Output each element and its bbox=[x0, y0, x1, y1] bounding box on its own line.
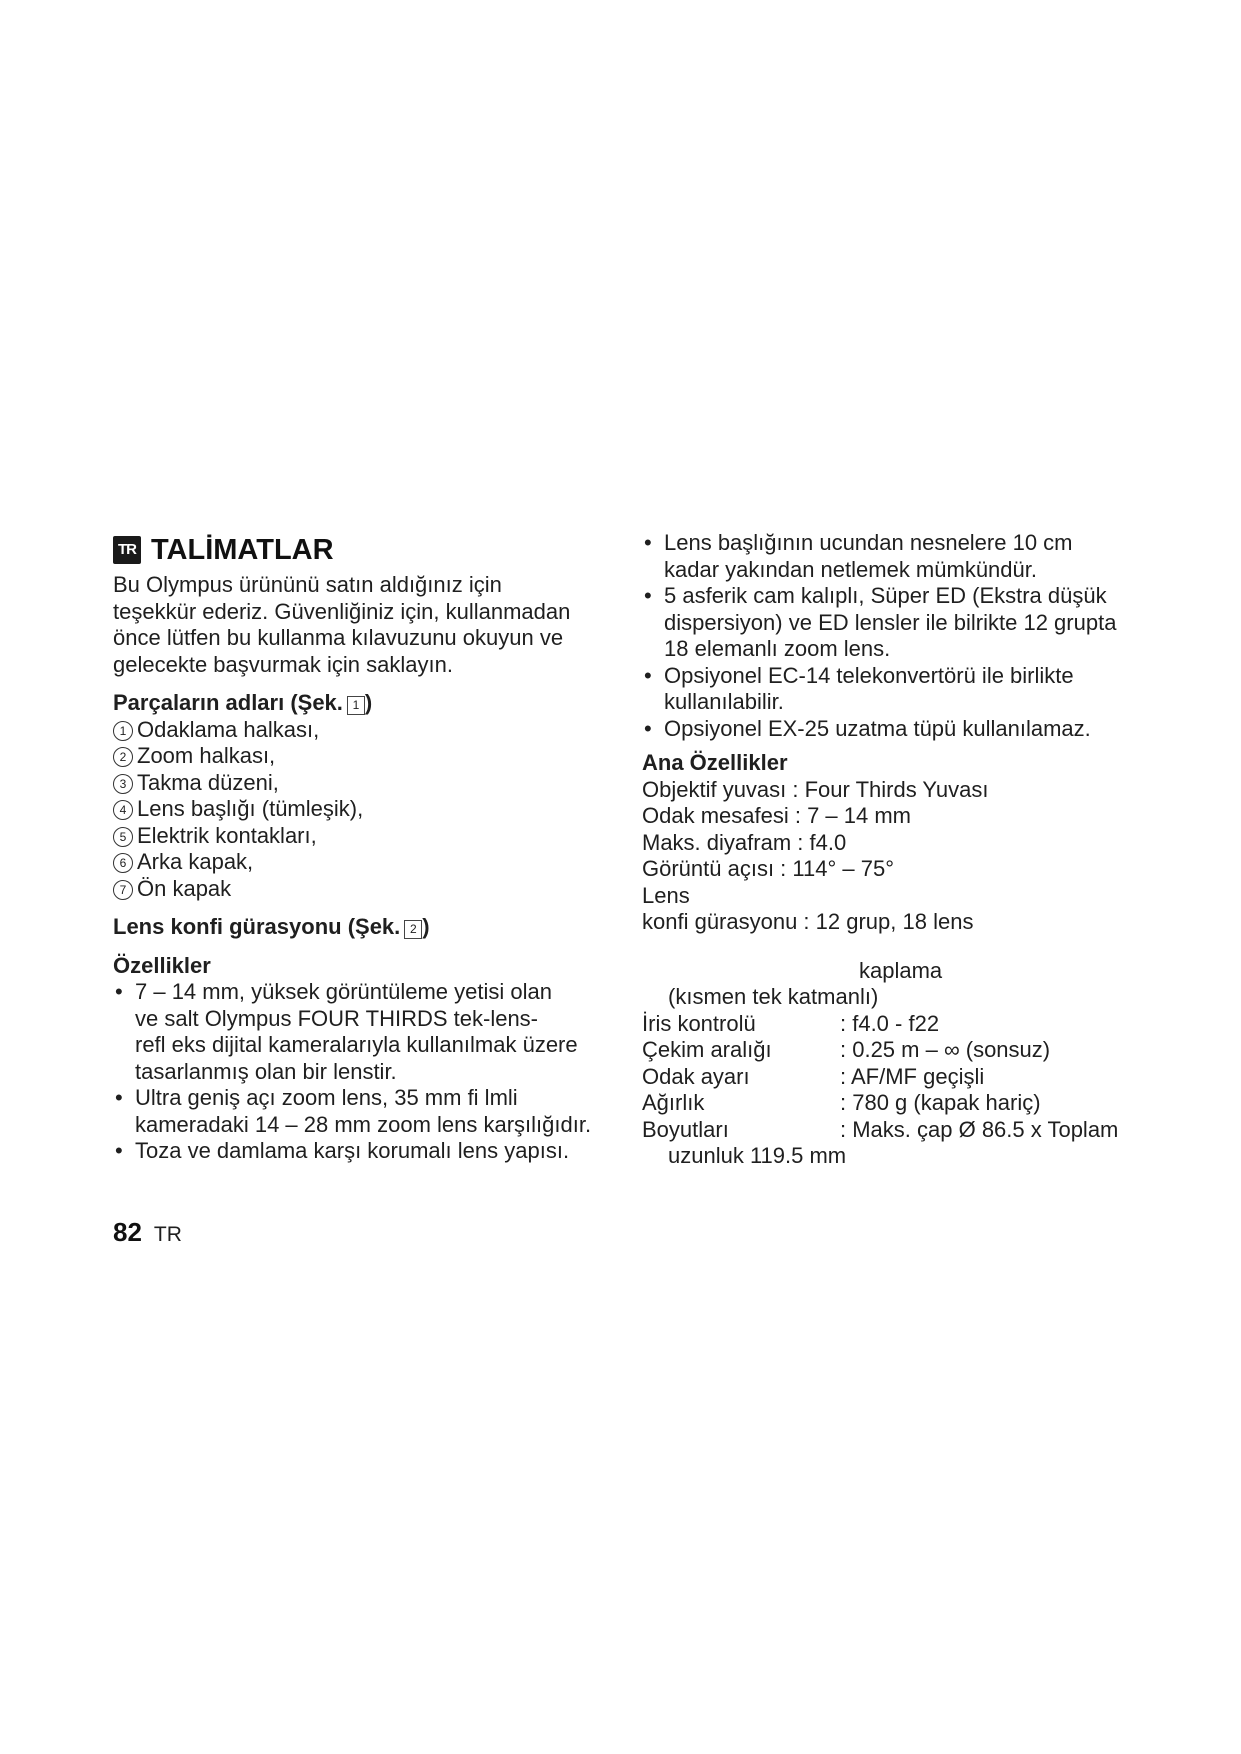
circled-number: 7 bbox=[113, 880, 133, 900]
intro-line: önce lütfen bu kullanma kılavuzunu okuyun ve bbox=[113, 625, 564, 650]
right-column bbox=[642, 530, 1142, 1170]
page-number: 82 bbox=[113, 1217, 142, 1247]
intro-line: teşekkür ederiz. Güvenliğiniz için, kullanmadan bbox=[113, 598, 571, 624]
list-item bbox=[642, 716, 1142, 743]
circled-number: 6 bbox=[113, 853, 133, 873]
part-name: Arka kapak, bbox=[137, 849, 254, 874]
spec-label: Boyutları bbox=[642, 1116, 729, 1142]
spec-row bbox=[642, 1117, 1142, 1144]
circled-number: 5 bbox=[113, 827, 133, 847]
page-language: TR bbox=[153, 1223, 182, 1246]
section-title bbox=[113, 530, 618, 570]
coating-label: kaplama bbox=[859, 957, 943, 983]
coating-note: (kısmen tek katmanlı) bbox=[668, 984, 879, 1009]
page-footer bbox=[113, 1219, 182, 1249]
list-item bbox=[642, 530, 1142, 583]
list-item bbox=[113, 717, 618, 744]
list-item bbox=[113, 979, 618, 1085]
part-name: Elektrik kontakları, bbox=[137, 822, 317, 848]
list-item bbox=[113, 1138, 618, 1165]
parts-heading-close: ) bbox=[364, 690, 373, 715]
specs-list-b bbox=[642, 1011, 1142, 1144]
spec-row bbox=[642, 1011, 1142, 1038]
config-heading bbox=[113, 914, 618, 941]
feature-line: refl eks dijital kameralarıyla kullanılmak üzere bbox=[135, 1032, 578, 1057]
figure-ref-1: 1 bbox=[347, 696, 365, 715]
bullet-line: kadar yakından netlemek mümkündür. bbox=[664, 556, 1037, 582]
config-heading-close: ) bbox=[422, 914, 430, 939]
bullet-line: dispersiyon) ve ED lensler ile bilrikte 12 grupta bbox=[664, 609, 1117, 635]
feature-line: kameradaki 14 – 28 mm zoom lens karşılığıdır. bbox=[135, 1111, 592, 1137]
spec-value: : 780 g (kapak hariç) bbox=[840, 1090, 1041, 1115]
part-name: Lens başlığı (tümleşik), bbox=[137, 796, 364, 821]
spec-label: Ağırlık bbox=[642, 1090, 705, 1115]
list-item bbox=[642, 663, 1142, 716]
bullet-line: Opsiyonel EC-14 telekonvertörü ile birlikte bbox=[664, 662, 1074, 688]
circled-number: 4 bbox=[113, 800, 133, 820]
bullet-line: Opsiyonel EX-25 uzatma tüpü kullanılamaz. bbox=[664, 715, 1091, 741]
circled-number: 2 bbox=[113, 747, 133, 767]
parts-heading bbox=[113, 690, 618, 717]
spec-line: Lens bbox=[642, 882, 690, 908]
part-name: Takma düzeni, bbox=[137, 769, 279, 795]
list-item bbox=[113, 876, 618, 903]
spec-line: Görüntü açısı : 114° – 75° bbox=[642, 856, 895, 881]
spec-line: Maks. diyafram : f4.0 bbox=[642, 829, 847, 855]
circled-number: 1 bbox=[113, 721, 133, 741]
intro-paragraph bbox=[113, 572, 618, 678]
title-text: TALİMATLAR bbox=[151, 534, 334, 566]
list-item bbox=[113, 770, 618, 797]
tr-language-badge: TR bbox=[113, 536, 141, 564]
spec-value: : 0.25 m – ∞ (sonsuz) bbox=[840, 1037, 1051, 1062]
spec-line: Objektif yuvası : Four Thirds Yuvası bbox=[642, 776, 989, 802]
part-name: Zoom halkası, bbox=[137, 743, 276, 768]
list-item bbox=[113, 1085, 618, 1138]
part-name: Ön kapak bbox=[137, 875, 232, 901]
figure-ref-2: 2 bbox=[404, 920, 422, 939]
spec-label: Çekim aralığı bbox=[642, 1037, 772, 1062]
spec-value: : Maks. çap Ø 86.5 x Toplam bbox=[840, 1116, 1119, 1142]
list-item bbox=[642, 583, 1142, 663]
bullet-line: Lens başlığının ucundan nesnelere 10 cm bbox=[664, 530, 1073, 555]
spec-value: : f4.0 - f22 bbox=[840, 1010, 940, 1036]
feature-line: ve salt Olympus FOUR THIRDS tek-lens- bbox=[135, 1005, 539, 1031]
list-item bbox=[113, 743, 618, 770]
list-item bbox=[113, 849, 618, 876]
spec-row bbox=[642, 1090, 1142, 1117]
circled-number: 3 bbox=[113, 774, 133, 794]
features-heading: Özellikler bbox=[113, 952, 211, 978]
specs-heading: Ana Özellikler bbox=[642, 750, 788, 775]
length-note: uzunluk 119.5 mm bbox=[668, 1143, 847, 1168]
left-column bbox=[113, 530, 618, 1165]
config-heading-text: Lens konfi gürasyonu (Şek. bbox=[113, 914, 401, 939]
bullet-line: 5 asferik cam kalıplı, Süper ED (Ekstra düşük bbox=[664, 583, 1107, 608]
spec-label: İris kontrolü bbox=[642, 1010, 756, 1036]
feature-line: 7 – 14 mm, yüksek görüntüleme yetisi olan bbox=[135, 979, 552, 1004]
feature-line: tasarlanmış olan bir lenstir. bbox=[135, 1058, 397, 1084]
spec-line: Odak mesafesi : 7 – 14 mm bbox=[642, 803, 911, 828]
parts-list bbox=[113, 717, 618, 903]
list-item bbox=[113, 796, 618, 823]
part-name: Odaklama halkası, bbox=[137, 716, 320, 742]
spec-line: konfi gürasyonu : 12 grup, 18 lens bbox=[642, 909, 974, 934]
specs-list-a bbox=[642, 777, 1142, 936]
bullet-line: 18 elemanlı zoom lens. bbox=[664, 636, 891, 661]
spec-row bbox=[642, 1037, 1142, 1064]
features-list bbox=[113, 979, 618, 1165]
list-item bbox=[113, 823, 618, 850]
spec-value: : AF/MF geçişli bbox=[840, 1063, 985, 1089]
feature-line: Ultra geniş açı zoom lens, 35 mm fi lmli bbox=[135, 1085, 518, 1110]
parts-heading-text: Parçaların adları (Şek. bbox=[113, 690, 343, 715]
spec-row bbox=[642, 1064, 1142, 1091]
spec-label: Odak ayarı bbox=[642, 1063, 750, 1089]
feature-bullets-continued bbox=[642, 530, 1142, 742]
intro-line: Bu Olympus ürününü satın aldığınız için bbox=[113, 572, 502, 597]
intro-line: gelecekte başvurmak için saklayın. bbox=[113, 651, 453, 677]
bullet-line: kullanılabilir. bbox=[664, 689, 784, 714]
feature-line: Toza ve damlama karşı korumalı lens yapısı. bbox=[135, 1138, 570, 1163]
